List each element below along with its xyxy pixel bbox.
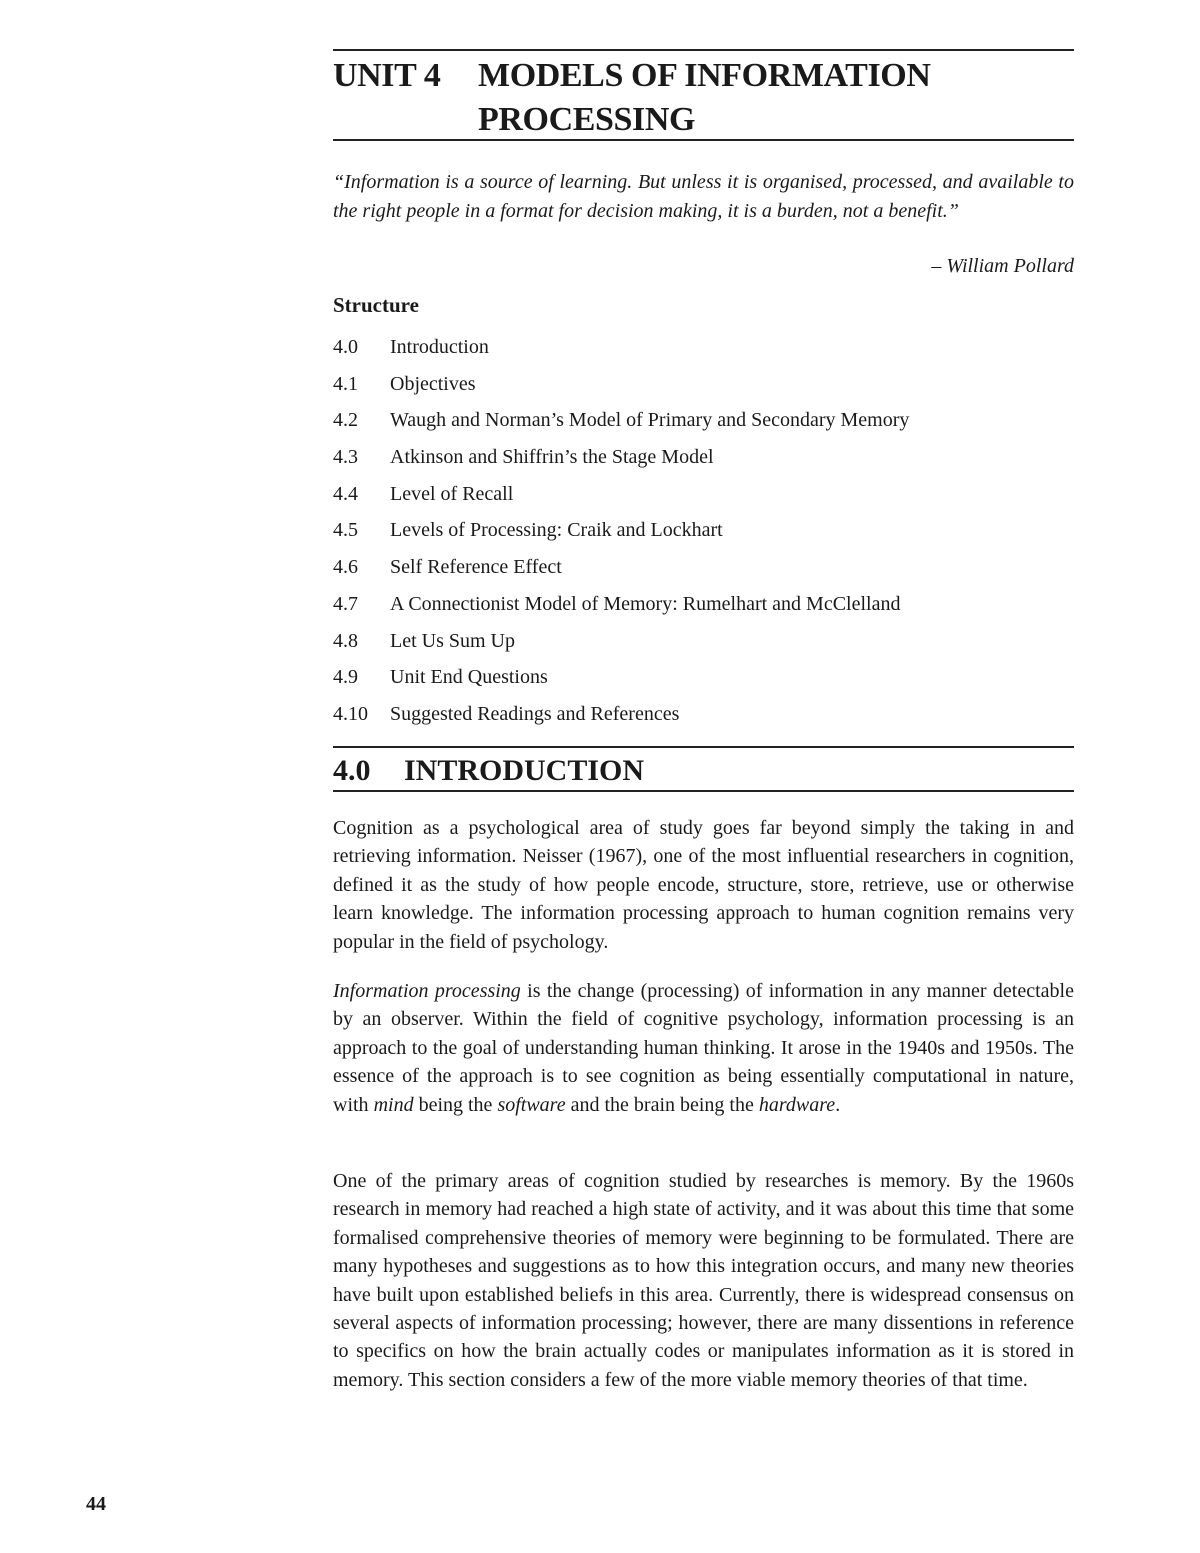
paragraph-2 (333, 977, 1074, 1119)
structure-item-title: Level of Recall (390, 482, 514, 505)
structure-item (333, 662, 1074, 699)
structure-item-title: Let Us Sum Up (390, 629, 515, 652)
structure-item (333, 699, 1074, 736)
structure-item-number: 4.3 (333, 446, 358, 469)
paragraph-2-text: and the brain being the (565, 1093, 759, 1116)
structure-item-number: 4.6 (333, 556, 358, 579)
term-software: software (497, 1093, 566, 1116)
epigraph-attribution: – William Pollard (931, 255, 1074, 277)
structure-item-number: 4.7 (333, 592, 358, 615)
structure-item (333, 405, 1074, 442)
structure-item-number: 4.8 (333, 629, 358, 652)
unit-title-line1: MODELS OF INFORMATION (478, 57, 931, 94)
page-number: 44 (86, 1493, 106, 1515)
paragraph-3: One of the primary areas of cognition studied by researches is memory. By the 1960s research in memory had reached a high state of activity, and it was about this time that some formalised comprehensive theories of memory were beginning to be formulated. There are many hypotheses and suggestions as to how this integration occurs, and many new theories have built upon established beliefs in this area. Currently, there is widespread consensus on several aspects of information processing; however, there are many dissentions in reference to specifics on how the brain actually codes or manipulates information as it is stored in memory. This section considers a few of the more viable memory theories of that time. (333, 1170, 1074, 1391)
structure-item (333, 332, 1074, 369)
structure-item (333, 552, 1074, 589)
section-title: INTRODUCTION (404, 754, 645, 787)
title-bottom-rule (333, 139, 1074, 141)
structure-item (333, 589, 1074, 626)
structure-item-title: Introduction (390, 336, 489, 358)
structure-item-title: Self Reference Effect (390, 556, 562, 579)
epigraph-quote: “Information is a source of learning. But unless it is organised, processed, and available to the right people in a format for decision making, it is a burden, not a benefit.” (333, 171, 1074, 222)
structure-item-number: 4.4 (333, 482, 358, 505)
section-bottom-rule (333, 790, 1074, 792)
structure-item-title: Unit End Questions (390, 666, 548, 689)
structure-item-title: Waugh and Norman’s Model of Primary and Secondary Memory (390, 409, 910, 432)
term-information-processing: Information processing (333, 980, 521, 1002)
structure-item (333, 515, 1074, 552)
paragraph-1: Cognition as a psychological area of study goes far beyond simply the taking in and retrieving information. Neisser (1967), one of the most influential researchers in cognition, defined it as the study of how people encode, structure, store, retrieve, use or otherwise learn knowledge. The information processing approach to human cognition remains very popular in the field of psychology. (333, 817, 1074, 953)
structure-item-number: 4.0 (333, 336, 358, 358)
structure-item (333, 479, 1074, 516)
unit-number: UNIT 4 (333, 57, 441, 94)
structure-item-number: 4.1 (333, 372, 358, 395)
title-top-rule (333, 49, 1074, 51)
structure-item-title: Levels of Processing: Craik and Lockhart (390, 519, 723, 542)
structure-item-number: 4.5 (333, 519, 358, 542)
section-number: 4.0 (333, 754, 371, 787)
structure-item-number: 4.9 (333, 666, 358, 689)
section-top-rule (333, 746, 1074, 748)
structure-item-title: Suggested Readings and References (390, 702, 680, 725)
unit-title-text (478, 54, 1074, 142)
structure-heading: Structure (333, 293, 419, 317)
structure-item (333, 626, 1074, 663)
term-hardware: hardware (758, 1093, 836, 1116)
structure-item-title: A Connectionist Model of Memory: Rumelhart and McClelland (390, 592, 901, 615)
paragraph-2-text: is the change (processing) of information in any manner detectable by an observer. Within the field of cognitive psychology, information processing is an approach to the goal of understanding human thinking. It arose in the 1940s and 1950s. The essence of the approach is to see cognition as being essentially computational in nature, with (333, 980, 1074, 1116)
structure-item (333, 369, 1074, 406)
structure-item (333, 442, 1074, 479)
structure-list (333, 332, 1074, 736)
term-mind: mind (373, 1093, 414, 1116)
structure-item-title: Atkinson and Shiffrin’s the Stage Model (390, 446, 714, 469)
structure-item-title: Objectives (390, 372, 476, 395)
unit-title-line2: PROCESSING (478, 101, 696, 138)
paragraph-2-text: being the (413, 1093, 498, 1116)
paragraph-2-text: . (835, 1093, 841, 1116)
structure-item-number: 4.2 (333, 409, 358, 432)
structure-item-number: 4.10 (333, 702, 368, 725)
